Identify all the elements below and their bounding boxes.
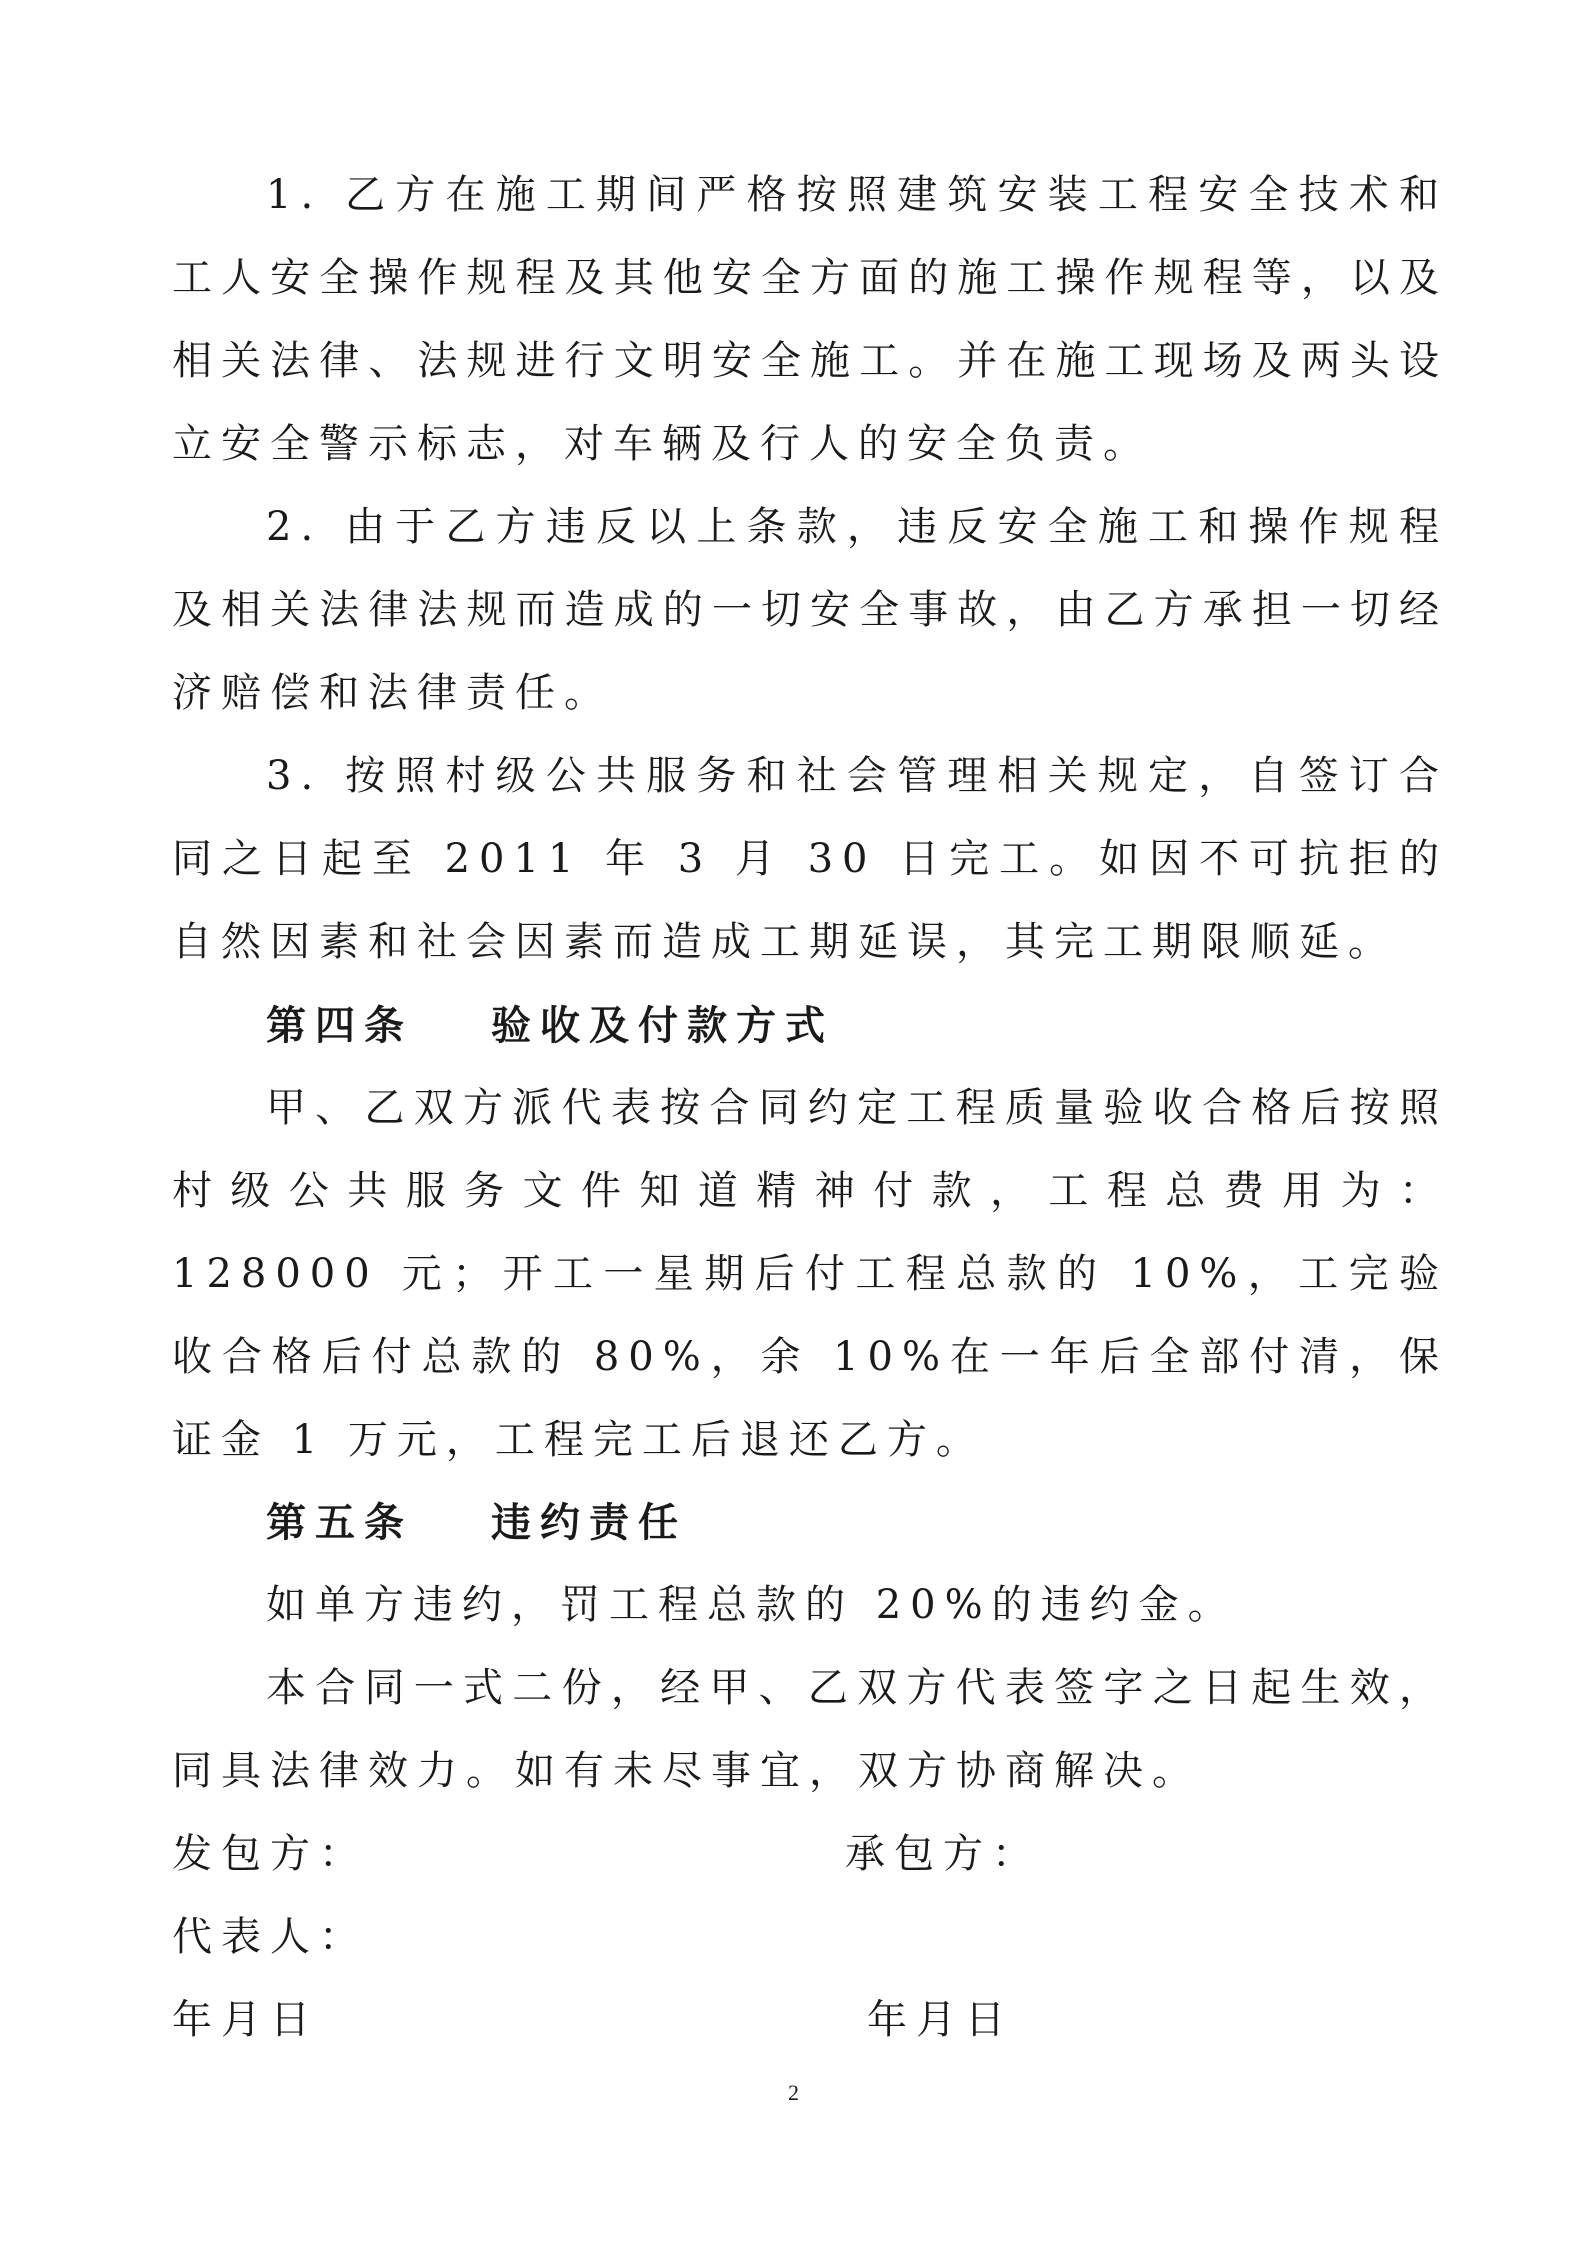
effectiveness-paragraph: 本合同一式二份，经甲、乙双方代表签字之日起生效，同具法律效力。如有未尽事宜，双方协商解决。 <box>172 1665 1448 1794</box>
clause-2-paragraph: 2. 由于乙方违反以上条款，违反安全施工和操作规程及相关法律法规而造成的一切安全事故，由乙方承担一切经济赔偿和法律责任。 <box>172 504 1448 716</box>
clause-3-paragraph: 3. 按照村级公共服务和社会管理相关规定，自签订合同之日起至 2011 年 3 月 30 日完工。如因不可抗拒的自然因素和社会因素而造成工期延误，其完工期限顺延。 <box>172 753 1448 965</box>
representative-label: 代表人： <box>172 1914 368 1960</box>
date-right: 年月日 <box>867 1997 1014 2043</box>
article-5-heading <box>266 1481 687 1564</box>
party-b-label: 承包方： <box>845 1831 1041 1877</box>
date-left: 年月日 <box>172 1997 319 2043</box>
page-number: 2 <box>788 2080 799 2105</box>
article-4-number: 第四条 <box>266 1002 413 1049</box>
clause-1-paragraph: 1. 乙方在施工期间严格按照建筑安装工程安全技术和工人安全操作规程及其他安全方面的施工操作规程等，以及相关法律、法规进行文明安全施工。并在施工现场及两头设立安全警示标志，对车辆及行人的安全负责。 <box>172 172 1448 467</box>
article-4-title: 验收及付款方式 <box>491 1002 834 1049</box>
article-5-number: 第五条 <box>266 1499 413 1546</box>
article-5-title: 违约责任 <box>491 1499 687 1546</box>
breach-paragraph: 如单方违约，罚工程总款的 20%的违约金。 <box>266 1582 1237 1628</box>
party-a-label: 发包方： <box>172 1831 368 1877</box>
payment-paragraph: 甲、乙双方派代表按合同约定工程质量验收合格后按照村级公共服务文件知道精神付款，工程总费用为：128000 元；开工一星期后付工程总款的 10%，工完验收合格后付总款的 80%，余 10%在一年后全部付清，保证金 1 万元，工程完工后退还乙方。 <box>172 1085 1448 1463</box>
article-4-heading <box>266 984 834 1067</box>
